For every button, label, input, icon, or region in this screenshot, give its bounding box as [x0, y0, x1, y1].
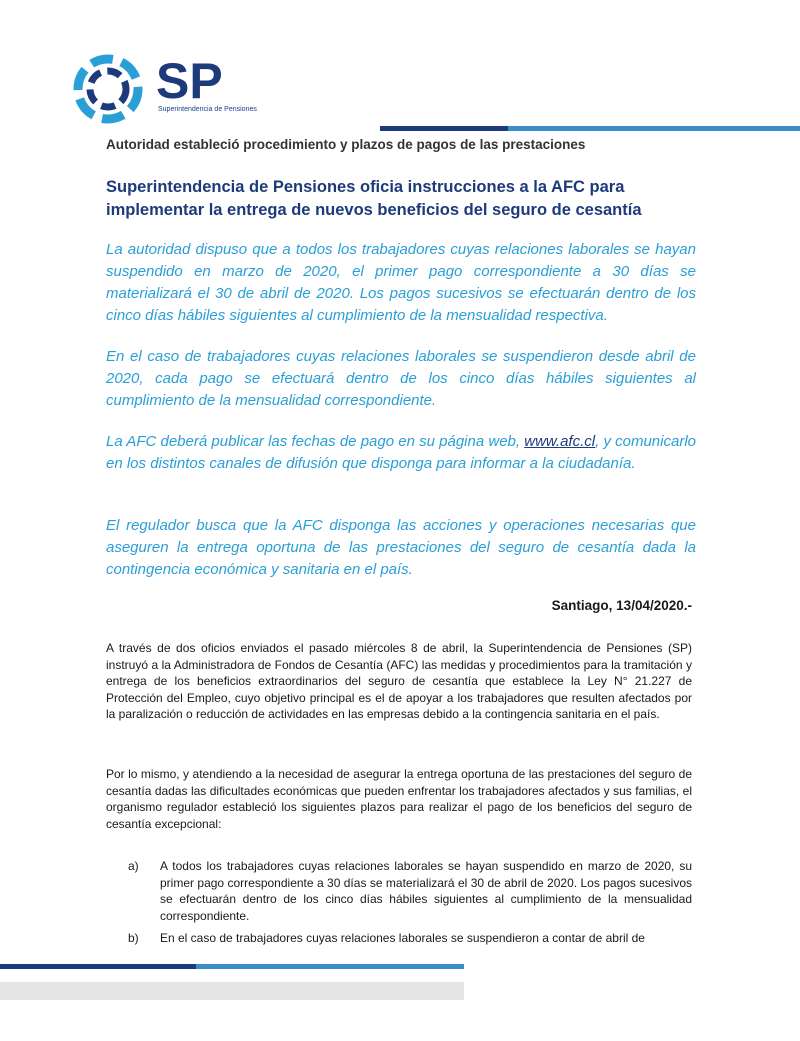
lead-paragraph-1: La autoridad dispuso que a todos los trabajadores cuyas relaciones laborales se hayan suspendido en marzo de 2020, el primer pago correspondiente a 30 días se materializará el 30 de abril de 2020. Los pagos sucesivos se efectuarán dentro de los cinco días hábiles siguientes al cumplimiento de la mensualidad respectiva.	[106, 241, 696, 324]
footer-rule-light	[196, 964, 464, 969]
headline: Superintendencia de Pensiones oficia instrucciones a la AFC para implementar la entrega de nuevos beneficios del seguro de cesantía	[106, 178, 642, 219]
lead-text: La AFC deberá publicar las fechas de pago en su página web,	[106, 433, 525, 450]
header-rule-light	[508, 126, 800, 131]
lead-text: , y comunicarlo en los distintos canales de difusión que disponga para informar a la ciudadanía.	[106, 433, 696, 472]
footer-band	[0, 982, 464, 1000]
body-paragraph-2: Por lo mismo, y atendiendo a la necesidad de asegurar la entrega oportuna de las prestaciones del seguro de cesantía dadas las dificultades económicas que pueden enfrentar los trabajadores afectados y sus familias, el organismo regulador estableció los siguientes plazos para realizar el pago de los beneficios del seguro de cesantía excepcional:	[106, 767, 692, 831]
sp-logo	[66, 46, 256, 132]
lead-paragraph-3	[106, 431, 696, 475]
afc-website-link[interactable]: www.afc.cl	[524, 433, 596, 450]
lead-paragraph-4: El regulador busca que la AFC disponga las acciones y operaciones necesarias que aseguren la entrega oportuna de las prestaciones del seguro de cesantía dada la contingencia económica y sanitaria en el país.	[106, 517, 696, 578]
sp-emblem-icon	[66, 46, 256, 132]
list-marker: a)	[128, 859, 139, 873]
lead-paragraph-2: En el caso de trabajadores cuyas relaciones laborales se suspendieron desde abril de 2020, cada pago se efectuará dentro de los cinco días hábiles siguientes al cumplimiento de la mensualidad correspondiente.	[106, 348, 696, 409]
footer-rule-dark	[0, 964, 196, 969]
list-marker: b)	[128, 931, 139, 945]
list-text: En el caso de trabajadores cuyas relaciones laborales se suspendieron a contar de abril de	[160, 931, 645, 945]
subtitle: Autoridad estableció procedimiento y plazos de pagos de las prestaciones	[106, 137, 586, 152]
sp-acronym: SP	[156, 53, 223, 109]
body-paragraph-1: A través de dos oficios enviados el pasado miércoles 8 de abril, la Superintendencia de Pensiones (SP) instruyó a la Administradora de Fondos de Cesantía (AFC) las medidas y procedimientos para la tramitación y entrega de los beneficios extraordinarios del seguro de cesantía que establece la Ley N° 21.227 de Protección del Empleo, cuyo objetivo principal es el de apoyar a los trabajadores que resulten afectados por la paralización o reducción de actividades en las empresas debido a la contingencia sanitaria en el país.	[106, 641, 692, 721]
dateline: Santiago, 13/04/2020.-	[551, 598, 692, 613]
list-text: A todos los trabajadores cuyas relaciones laborales se hayan suspendido en marzo de 2020, su primer pago correspondiente a 30 días se materializará el 30 de abril de 2020. Los pagos sucesivos se efectuarán dentro de los cinco días hábiles siguientes al cumplimiento de la mensualidad correspondiente.	[160, 859, 692, 923]
header-rule-dark	[380, 126, 508, 131]
logo-caption: Superintendencia de Pensiones	[158, 106, 257, 113]
